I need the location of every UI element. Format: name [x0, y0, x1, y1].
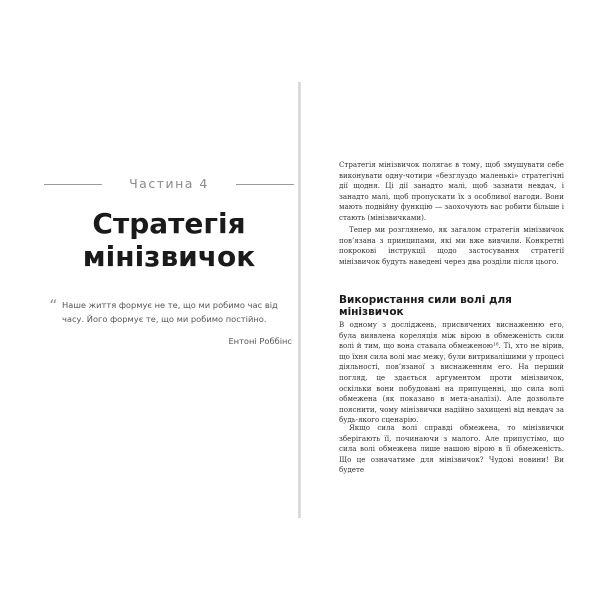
part-rule-right [236, 184, 294, 185]
epigraph-author: Ентоні Роббінс [228, 336, 292, 346]
chapter-title [44, 207, 294, 273]
chapter-title-line-1: Стратегія [92, 207, 246, 240]
paragraph-2: Тепер ми розглянемо, як загалом стратегія мінізвичок пов’язана з принципами, які ми вже вивчили. Конкретні покрокові інструкції щодо застосування стратегії мінізвичок будуть наведені через два розділи після цього. [339, 225, 564, 266]
epigraph-quote: Наше життя формує не те, що ми робимо час від часу. Його формує те, що ми робимо постійно. [62, 300, 278, 324]
chapter-title-line-2: мінізвичок [82, 240, 256, 273]
right-page [339, 84, 564, 514]
paragraph-3: В одному з досліджень, присвячених виснаженню его, була виявлена кореляція між вірою в обмеженість сили волі й тим, що вона ставала обмеженою¹⁸. Ті, хто не вірив, що їхня сила волі має межу, були витривалішими у процесі діяльності, пов’язаної з виснаженням его. На перший погляд, це здається аргументом проти мінізвичок, оскільки вони побудовані на припущенні, що сила волі обмежена (як показано в мета-аналізі). Але дозвольте пояснити, чому мінізвички надійно захищені від невдач за будь-якого сценарію. [339, 320, 564, 425]
paragraph-1: Стратегія мінізвичок полягає в тому, щоб змушувати себе виконувати одну-чотири «безглуздо маленькі» стратегічні дії щодня. Ці дії занадто малі, щоб зазнати невдач, і занадто малі, щоб пропускати їх з особливої нагоди. Вони мають подвійну функцію — заохочують вас робити більше і стають (мінізвичками). [339, 160, 564, 222]
paragraph-4: Якщо сила волі справді обмежена, то мінізвички зберігають її, починаючи з малого. Але припустімо, що сила волі обмежена лише нашою вірою в її обмеженість. Що це означатиме для мінізвичок? Чудові новини! Ви будете [339, 423, 564, 475]
left-page [44, 80, 294, 520]
quote-mark-icon: “ [49, 296, 58, 315]
part-label: Частина 4 [129, 176, 209, 191]
book-gutter [298, 82, 301, 518]
section-heading: Використання сили волі для мінізвичок [339, 294, 512, 318]
